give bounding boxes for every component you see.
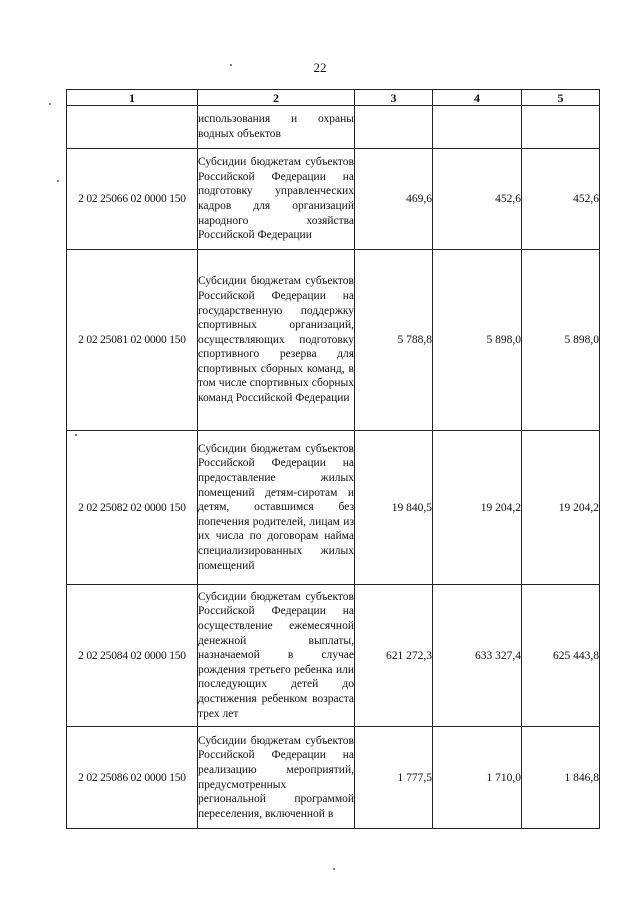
row-value-5: 5 898,0 — [522, 250, 600, 431]
row-value-3: 1 777,5 — [355, 727, 433, 829]
table-row — [67, 727, 600, 829]
row-value-4: 633 327,4 — [433, 585, 522, 727]
row-value-5: 452,6 — [522, 149, 600, 250]
table-row — [67, 106, 600, 149]
row-value-3: 5 788,8 — [355, 250, 433, 431]
column-header-2: 2 — [198, 90, 355, 106]
row-value-5: 1 846,8 — [522, 727, 600, 829]
row-description: Субсидии бюджетам субъектов Российской Федерации на предоставление жилых помещений детям-сиротам и детям, оставшимся без попечения родителей, лицам из их числа по договорам найма специализированных жилых помещений — [198, 431, 355, 585]
table-row — [67, 585, 600, 727]
row-value-4: 19 204,2 — [433, 431, 522, 585]
scan-speck — [57, 180, 59, 182]
row-code: 2 02 25084 02 0000 150 — [67, 585, 198, 727]
row-description: использования и охраны водных объектов — [198, 106, 355, 149]
row-description: Субсидии бюджетам субъектов Российской Федерации на осуществление ежемесячной денежной выплаты, назначаемой в случае рождения третьего ребенка или последующих детей до достижения ребенком возраста трех лет — [198, 585, 355, 727]
table-row — [67, 250, 600, 431]
row-code — [67, 106, 198, 149]
row-value-3: 19 840,5 — [355, 431, 433, 585]
column-header-1: 1 — [67, 90, 198, 106]
row-value-3 — [355, 106, 433, 149]
row-value-4: 452,6 — [433, 149, 522, 250]
row-code: 2 02 25082 02 0000 150 — [67, 431, 198, 585]
scan-speck — [333, 868, 335, 870]
row-value-5: 625 443,8 — [522, 585, 600, 727]
row-value-3: 469,6 — [355, 149, 433, 250]
page-number: 22 — [313, 60, 327, 75]
scan-speck — [75, 434, 77, 436]
row-value-4 — [433, 106, 522, 149]
row-value-3: 621 272,3 — [355, 585, 433, 727]
row-description: Субсидии бюджетам субъектов Российской Федерации на государственную поддержку спортивных организаций, осуществляющих подготовку спортивного резерва для спортивных сборных команд, в том числе спортивных сборных команд Российской Федерации — [198, 250, 355, 431]
column-header-3: 3 — [355, 90, 433, 106]
table-header-row — [67, 90, 600, 106]
row-description: Субсидии бюджетам субъектов Российской Федерации на реализацию мероприятий, предусмотренных региональной программой переселения, включенной в — [198, 727, 355, 829]
row-value-5: 19 204,2 — [522, 431, 600, 585]
column-header-4: 4 — [433, 90, 522, 106]
column-header-5: 5 — [522, 90, 600, 106]
row-code: 2 02 25086 02 0000 150 — [67, 727, 198, 829]
row-value-4: 1 710,0 — [433, 727, 522, 829]
row-code: 2 02 25081 02 0000 150 — [67, 250, 198, 431]
budget-table — [66, 89, 600, 829]
row-description: Субсидии бюджетам субъектов Российской Федерации на подготовку управленческих кадров для организаций народного хозяйства Российской Федерации — [198, 149, 355, 250]
row-value-5 — [522, 106, 600, 149]
scan-speck — [49, 103, 51, 105]
row-value-4: 5 898,0 — [433, 250, 522, 431]
table-row — [67, 431, 600, 585]
table-row — [67, 149, 600, 250]
row-code: 2 02 25066 02 0000 150 — [67, 149, 198, 250]
scan-speck — [230, 64, 232, 66]
